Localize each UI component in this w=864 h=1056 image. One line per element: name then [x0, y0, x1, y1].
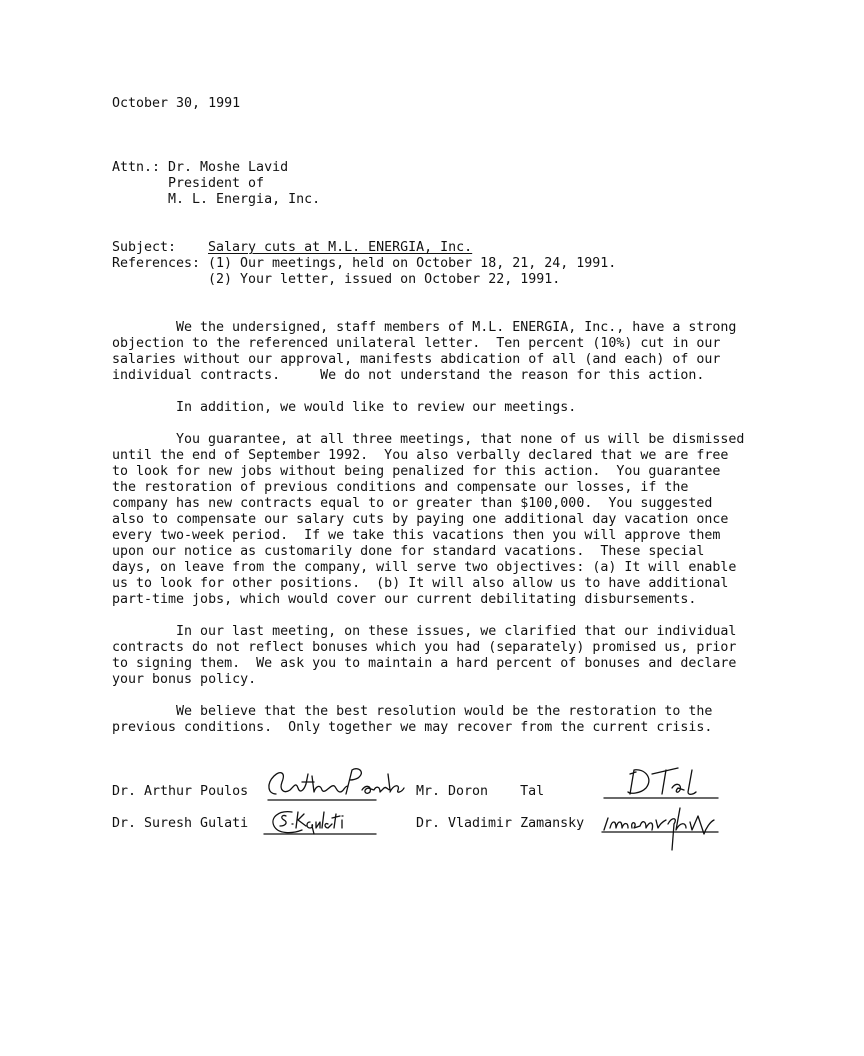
reference-item: (2) Your letter, issued on October 22, 1991. — [208, 272, 561, 287]
body-line: individual contracts. We do not understand the reason for this action. — [112, 368, 705, 383]
attn-title: President of — [168, 176, 265, 191]
body-line: We believe that the best resolution would be the restoration to the — [176, 704, 713, 719]
body-line: every two-week period. If we take this vacations then you will approve them — [112, 528, 721, 543]
letter-date: October 30, 1991 — [112, 96, 241, 111]
reference-item: (1) Our meetings, held on October 18, 21, 24, 1991. — [208, 256, 617, 271]
body-line: contracts do not reflect bonuses which you had (separately) promised us, prior — [112, 640, 737, 655]
body-line: part-time jobs, which would cover our current debilitating disbursements. — [112, 592, 697, 607]
body-line: us to look for other positions. (b) It will also allow us to have additional — [112, 576, 729, 591]
body-line: your bonus policy. — [112, 672, 257, 687]
signatory-poulos: Dr. Arthur Poulos — [112, 784, 249, 799]
attn-company: M. L. Energia, Inc. — [168, 192, 321, 207]
body-line: In our last meeting, on these issues, we clarified that our individual — [176, 624, 737, 639]
signature-tal — [600, 764, 720, 800]
body-line: days, on leave from the company, will serve two objectives: (a) It will enable — [112, 560, 737, 575]
body-line: until the end of September 1992. You also verbally declared that we are free — [112, 448, 729, 463]
signature-gulati — [262, 804, 382, 840]
body-line: objection to the referenced unilateral letter. Ten percent (10%) cut in our — [112, 336, 721, 351]
subject-label: Subject: — [112, 240, 177, 255]
references-label: References: — [112, 256, 201, 271]
attn-name: Dr. Moshe Lavid — [168, 160, 289, 175]
body-line: previous conditions. Only together we may recover from the current crisis. — [112, 720, 713, 735]
body-line: We the undersigned, staff members of M.L. ENERGIA, Inc., have a strong — [176, 320, 737, 335]
body-line: to signing them. We ask you to maintain a hard percent of bonuses and declare — [112, 656, 737, 671]
signature-zamansky — [600, 800, 724, 854]
attn-label: Attn.: — [112, 160, 161, 175]
body-line: company has new contracts equal to or greater than $100,000. You suggested — [112, 496, 713, 511]
body-line: In addition, we would like to review our meetings. — [176, 400, 577, 415]
body-line: salaries without our approval, manifests abdication of all (and each) of our — [112, 352, 721, 367]
body-line: upon our notice as customarily done for standard vacations. These special — [112, 544, 705, 559]
body-line: the restoration of previous conditions and compensate our losses, if the — [112, 480, 689, 495]
body-line: You guarantee, at all three meetings, that none of us will be dismissed — [176, 432, 745, 447]
signatory-zamansky: Dr. Vladimir Zamansky — [416, 816, 585, 831]
body-line: to look for new jobs without being penalized for this action. You guarantee — [112, 464, 721, 479]
signatory-gulati: Dr. Suresh Gulati — [112, 816, 249, 831]
signatory-tal: Mr. Doron Tal — [416, 784, 545, 799]
signature-poulos — [262, 764, 412, 804]
body-line: also to compensate our salary cuts by paying one additional day vacation once — [112, 512, 729, 527]
subject-text: Salary cuts at M.L. ENERGIA, Inc. — [208, 240, 473, 255]
